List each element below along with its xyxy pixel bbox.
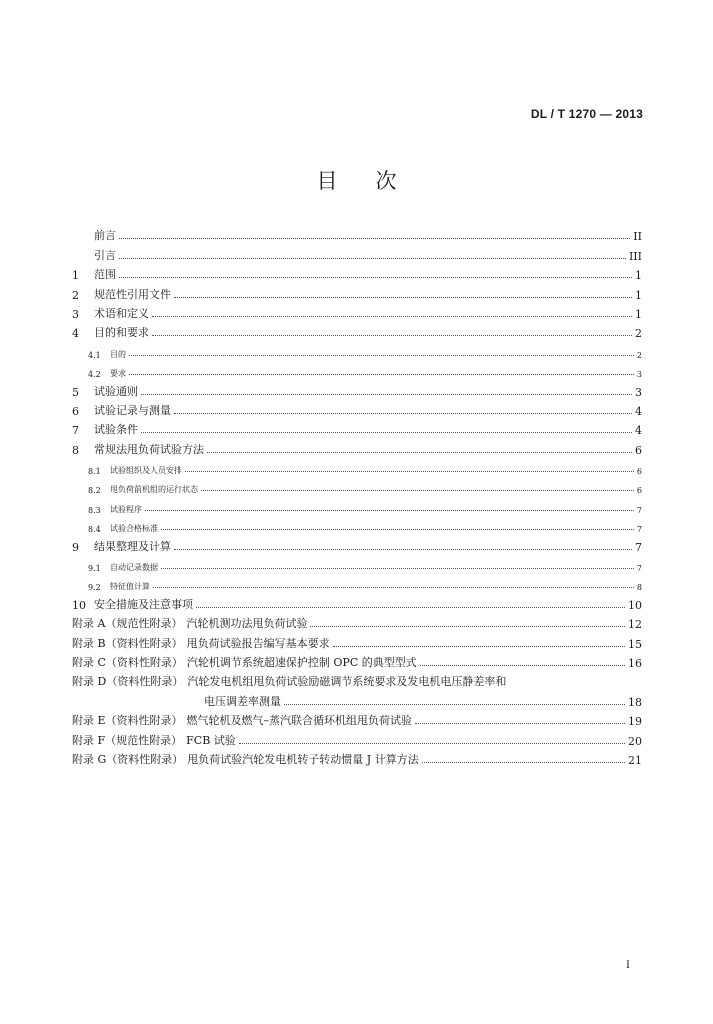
toc-entry-label: 试验条件 [94,423,138,437]
toc-entry-page: 7 [636,525,642,535]
toc-entry-number: 2 [72,288,79,302]
toc-entry-page: 6 [636,467,642,477]
toc-entry-page: 2 [635,327,642,341]
toc-entry-label: 试验记录与测量 [94,403,171,417]
toc-entry-page: 8 [636,583,642,593]
toc-entry [72,592,642,611]
toc-entry-label: 甩负荷前机组的运行状态 [110,485,198,495]
toc-entry-label: 试验组织及人员安排 [110,466,182,476]
toc-entry [72,709,642,728]
dot-leader [145,510,634,511]
toc-entry-page: 2 [636,350,642,360]
toc-entry-number: 附录 A（规范性附录） [72,617,183,631]
toc-entry-label: 试验合格标准 [110,524,158,534]
toc-entry-page: 19 [628,715,642,729]
toc-entry-number: 附录 C（资料性附录） [72,655,183,669]
toc-entry-label: 引言 [94,248,116,262]
standard-code: DL / T 1270 — 2013 [530,107,643,121]
dot-leader [174,549,632,550]
toc-entry-label: 规范性引用文件 [94,287,171,301]
toc-entry-label: 试验程序 [110,504,142,514]
toc-entry [72,457,642,476]
dot-leader [310,626,625,627]
toc-entry [72,670,642,689]
toc-entry-label: 范围 [94,268,116,282]
dot-leader [174,413,632,414]
dot-leader [239,743,625,744]
toc-entry [72,631,642,650]
toc-entry-label: 目的 [110,349,126,359]
toc-entry [72,321,642,340]
toc-entry [72,360,642,379]
table-of-contents [72,224,642,767]
toc-entry-label: 安全措施及注意事项 [94,597,193,611]
toc-entry-label: 自动记录数据 [110,563,158,573]
toc-entry [72,224,642,243]
dot-leader [333,646,625,647]
toc-entry-number: 8 [72,443,79,457]
toc-entry-number: 5 [72,385,79,399]
toc-entry [72,515,642,534]
dot-leader [119,258,626,259]
toc-entry-page: 1 [635,269,642,283]
toc-entry [72,728,642,747]
toc-entry-page: 15 [628,637,642,651]
toc-entry-number: 6 [72,404,79,418]
toc-entry-page: 4 [635,424,642,438]
toc-entry-label: 目的和要求 [94,326,149,340]
dot-leader [119,277,632,278]
toc-entry-page: 18 [628,695,642,709]
toc-entry-number: 9.2 [88,583,101,593]
dot-leader [141,394,632,395]
toc-entry-number: 附录 G（资料性附录） [72,752,184,766]
toc-entry [72,748,642,767]
toc-entry [72,476,642,495]
toc-entry [72,437,642,456]
toc-entry-number: 8.2 [88,486,101,496]
toc-entry-page: III [628,249,642,263]
dot-leader [152,335,632,336]
toc-entry [72,612,642,631]
toc-entry-label: 常规法甩负荷试验方法 [94,442,204,456]
toc-entry-page: 6 [635,443,642,457]
page-number: I [626,960,630,971]
toc-entry-number: 8.1 [88,467,101,477]
page-title: 目次 [316,169,435,193]
dot-leader [196,607,625,608]
toc-entry-page: 7 [635,540,642,554]
toc-entry-label: 汽轮发电机组甩负荷试验励磁调节系统要求及发电机电压静差率和 [187,675,507,689]
toc-entry-label: 甩负荷试验报告编写基本要求 [186,636,330,650]
toc-entry [72,495,642,514]
dot-leader [185,471,634,472]
toc-entry-number: 1 [72,269,79,283]
toc-entry-number: 7 [72,424,79,438]
toc-entry-number: 8.4 [88,525,101,535]
toc-entry-label: 汽轮机调节系统超速保护控制 OPC 的典型型式 [186,655,417,669]
dot-leader [129,374,634,375]
toc-entry-page: 20 [628,734,642,748]
toc-entry-number: 附录 B（资料性附录） [72,636,183,650]
toc-entry [72,282,642,301]
dot-leader [174,297,632,298]
toc-entry-label: 汽轮机测功法甩负荷试验 [186,617,308,631]
toc-entry-page: 10 [628,598,642,612]
toc-entry-label: 燃气轮机及燃气–蒸汽联合循环机组甩负荷试验 [186,714,413,728]
toc-entry-number: 9 [72,540,79,554]
dot-leader [153,587,634,588]
toc-entry-number: 附录 F（规范性附录） [72,733,183,747]
dot-leader [420,665,625,666]
toc-entry-page: II [633,230,642,244]
toc-entry-page: 3 [635,385,642,399]
toc-entry-page: 6 [636,486,642,496]
toc-entry-page: 7 [636,505,642,515]
toc-entry [72,573,642,592]
toc-entry [72,651,642,670]
toc-entry-page: 21 [628,753,642,767]
toc-entry-page: 12 [628,618,642,632]
toc-entry-label: 结果整理及计算 [94,539,171,553]
toc-entry-number: 8.3 [88,505,101,515]
toc-entry-page: 7 [636,564,642,574]
toc-entry-label: FCB 试验 [186,733,236,747]
toc-entry [72,263,642,282]
toc-entry-label: 试验通则 [94,384,138,398]
toc-entry-page: 1 [635,307,642,321]
toc-entry [72,418,642,437]
toc-entry-label: 甩负荷试验汽轮发电机转子转动惯量 J 计算方法 [187,752,419,766]
dot-leader [207,452,632,453]
dot-leader [152,316,632,317]
toc-entry [72,302,642,321]
toc-entry-number: 10 [72,598,86,612]
toc-entry [72,554,642,573]
toc-entry-number: 附录 E（资料性附录） [72,714,183,728]
toc-entry-page: 3 [636,370,642,380]
toc-entry-number: 4 [72,327,79,341]
toc-entry [72,689,642,708]
dot-leader [415,723,625,724]
dot-leader [161,529,634,530]
toc-entry [72,399,642,418]
toc-entry-label: 电压调差率测量 [204,694,281,708]
toc-entry-label: 前言 [94,229,116,243]
dot-leader [161,568,634,569]
dot-leader [141,432,632,433]
dot-leader [201,490,634,491]
toc-entry-number: 附录 D（资料性附录） [72,675,184,689]
toc-entry-label: 术语和定义 [94,306,149,320]
dot-leader [422,762,625,763]
toc-entry-number: 4.2 [88,370,101,380]
dot-leader [119,238,630,239]
toc-entry-page: 4 [635,404,642,418]
toc-entry [72,379,642,398]
toc-entry [72,340,642,359]
toc-entry-page: 16 [628,656,642,670]
dot-leader [284,704,625,705]
toc-entry [72,534,642,553]
toc-entry-label: 要求 [110,369,126,379]
toc-entry [72,243,642,262]
toc-entry-label: 特征值计算 [110,582,150,592]
dot-leader [129,355,634,356]
toc-entry-number: 3 [72,307,79,321]
toc-entry-number: 4.1 [88,350,101,360]
toc-entry-page: 1 [635,288,642,302]
toc-entry-number: 9.1 [88,564,101,574]
